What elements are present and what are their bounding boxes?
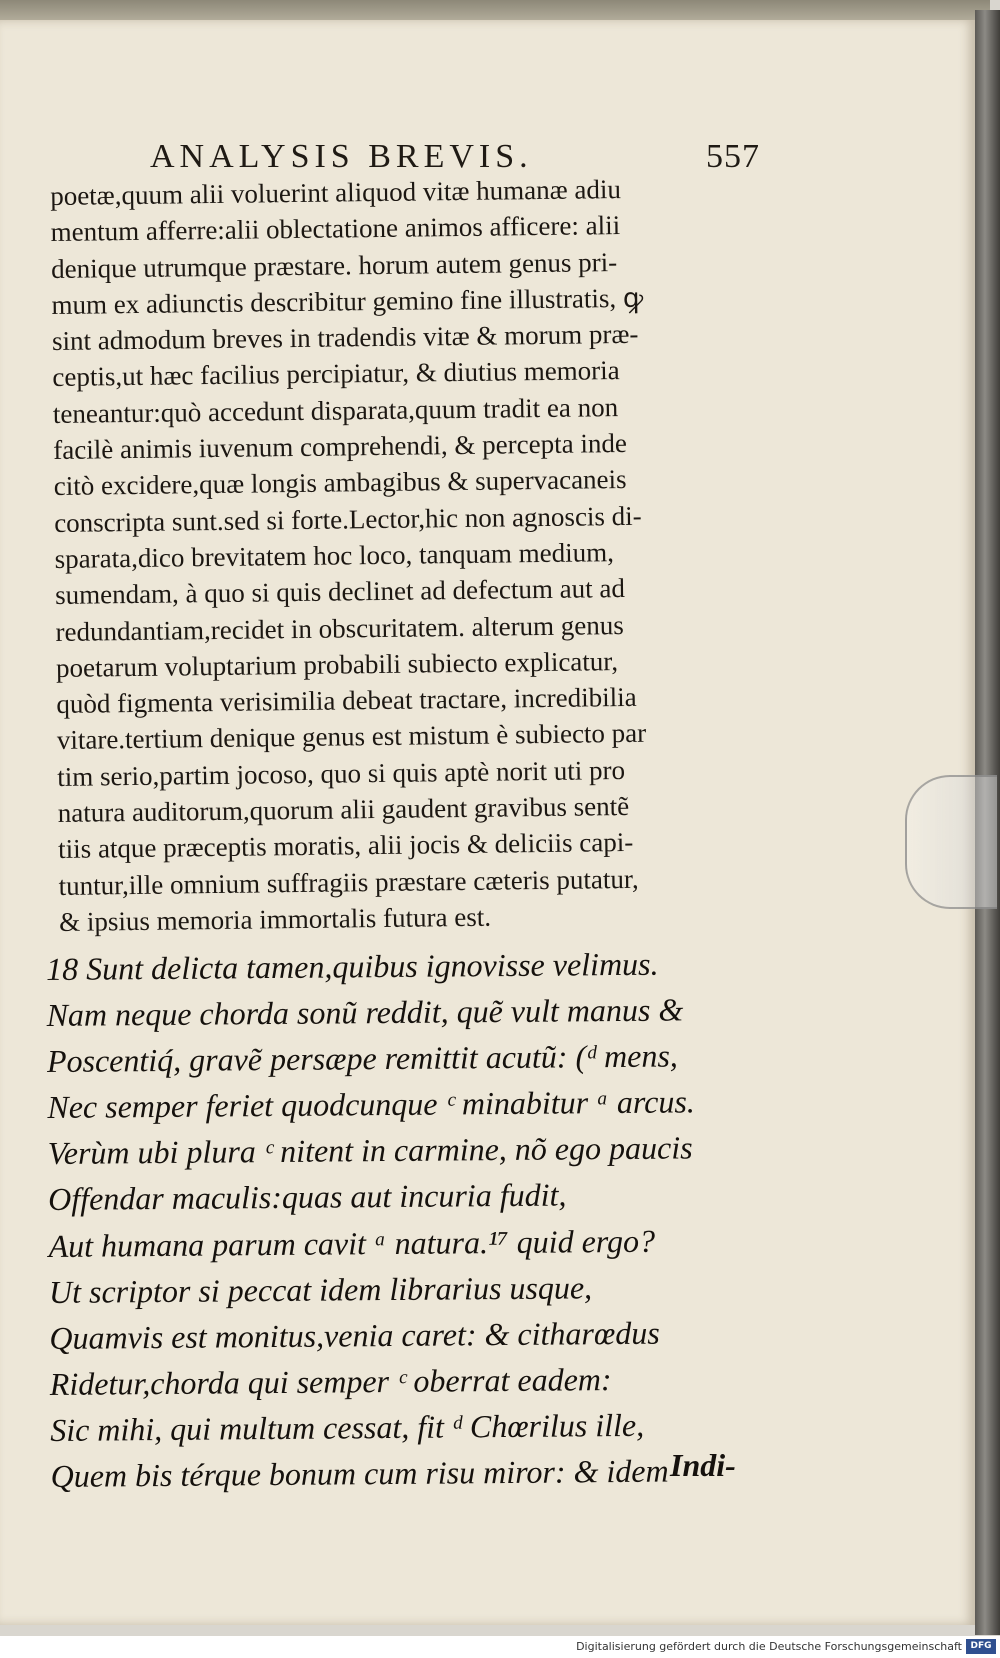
- page-number: 557: [706, 138, 760, 175]
- commentary-block: [50, 169, 769, 940]
- catchword: Indi-: [670, 1447, 736, 1483]
- commentary-line: tuntur,ille omnium suffragiis præstare cæteris putatur,: [58, 863, 639, 901]
- commentary-line: vitare.tertium denique genus est mistum è subiecto par: [56, 718, 647, 756]
- running-title: ANALYSIS BREVIS.: [150, 138, 533, 175]
- commentary-line: mentum afferre:alii oblectatione animos afficere: alii: [50, 210, 621, 248]
- commentary-line: poetarum voluptarium probabili subiecto explicatur,: [55, 645, 619, 683]
- commentary-line: ceptis,ut hæc facilius percipiatur, & diutius memoria: [52, 355, 620, 393]
- verse-line: Ut scriptor si peccat idem librarius usque,: [48, 1268, 593, 1310]
- page-clip: [905, 775, 997, 909]
- commentary-line: conscripta sunt.sed si forte.Lector,hic non agnoscis di-: [54, 500, 642, 538]
- verse-line: Poscentiq́, gravẽ persæpe remittit acutũ: (ᵈ mens,: [46, 1037, 678, 1080]
- verse-line: Quem bis térque bonum cum risu miror: & idem: [50, 1452, 669, 1495]
- commentary-line: tim serio,partim jocoso, quo si quis aptè norit uti pro: [57, 754, 626, 792]
- verse-line: Aut humana parum cavit ᵃ natura.¹⁷ quid ergo?: [48, 1222, 656, 1264]
- commentary-line: denique utrumque præstare. horum autem genus pri-: [50, 246, 618, 284]
- commentary-line: & ipsius memoria immortalis futura est.: [58, 901, 492, 937]
- verse-line: Ridetur,chorda qui semper ᶜ oberrat eadem:: [49, 1360, 612, 1402]
- commentary-line: mum ex adiunctis describitur gemino fine illustratis, ꝙ: [51, 282, 644, 320]
- verse-line: Verùm ubi plura ᶜ nitent in carmine, nõ ego paucis: [47, 1129, 693, 1172]
- commentary-line: sint admodum breves in tradendis vitæ & morum præ-: [51, 319, 639, 357]
- book-page: [0, 20, 975, 1625]
- verse-line: Sic mihi, qui multum cessat, fit ᵈ Chœrilus ille,: [50, 1406, 645, 1448]
- funding-credit: Digitalisierung gefördert durch die Deutsche Forschungsgemeinschaft: [576, 1640, 962, 1653]
- commentary-line: redundantiam,recidet in obscuritatem. alterum genus: [55, 609, 624, 647]
- verse-line: Offendar maculis:quas aut incuria fudit,: [48, 1176, 567, 1218]
- verse-line: Nec semper feriet quodcunque ᶜ minabitur ᵃ arcus.: [47, 1083, 695, 1126]
- commentary-line: tiis atque præceptis moratis, alii jocis & deliciis capi-: [58, 827, 634, 865]
- verse-block: [46, 940, 761, 1499]
- commentary-line: facilè animis iuvenum comprehendi, & percepta inde: [53, 428, 628, 466]
- verse-line: Quamvis est monitus,venia caret: & citharœdus: [49, 1314, 660, 1356]
- commentary-line: quòd figmenta verisimilia debeat tractare, incredibilia: [56, 682, 637, 720]
- commentary-line: poetæ,quum alii voluerint aliquod vitæ humanæ adiu: [50, 174, 622, 211]
- commentary-line: sparata,dico brevitatem hoc loco, tanquam medium,: [54, 537, 615, 574]
- dfg-logo-icon: DFG: [966, 1639, 996, 1654]
- commentary-line: teneantur:quò accedunt disparata,quum tradit ea non: [52, 391, 619, 429]
- commentary-line: citò excidere,quæ longis ambagibus & supervacaneis: [53, 464, 627, 502]
- verse-line: 18 Sunt delicta tamen,quibus ignovisse velimus.: [46, 945, 659, 987]
- commentary-line: sumendam, à quo si quis declinet ad defectum aut ad: [54, 573, 626, 611]
- commentary-line: natura auditorum,quorum alii gaudent gravibus sentẽ: [57, 791, 630, 828]
- verse-line: Nam neque chorda sonũ reddit, quẽ vult manus &: [46, 991, 684, 1034]
